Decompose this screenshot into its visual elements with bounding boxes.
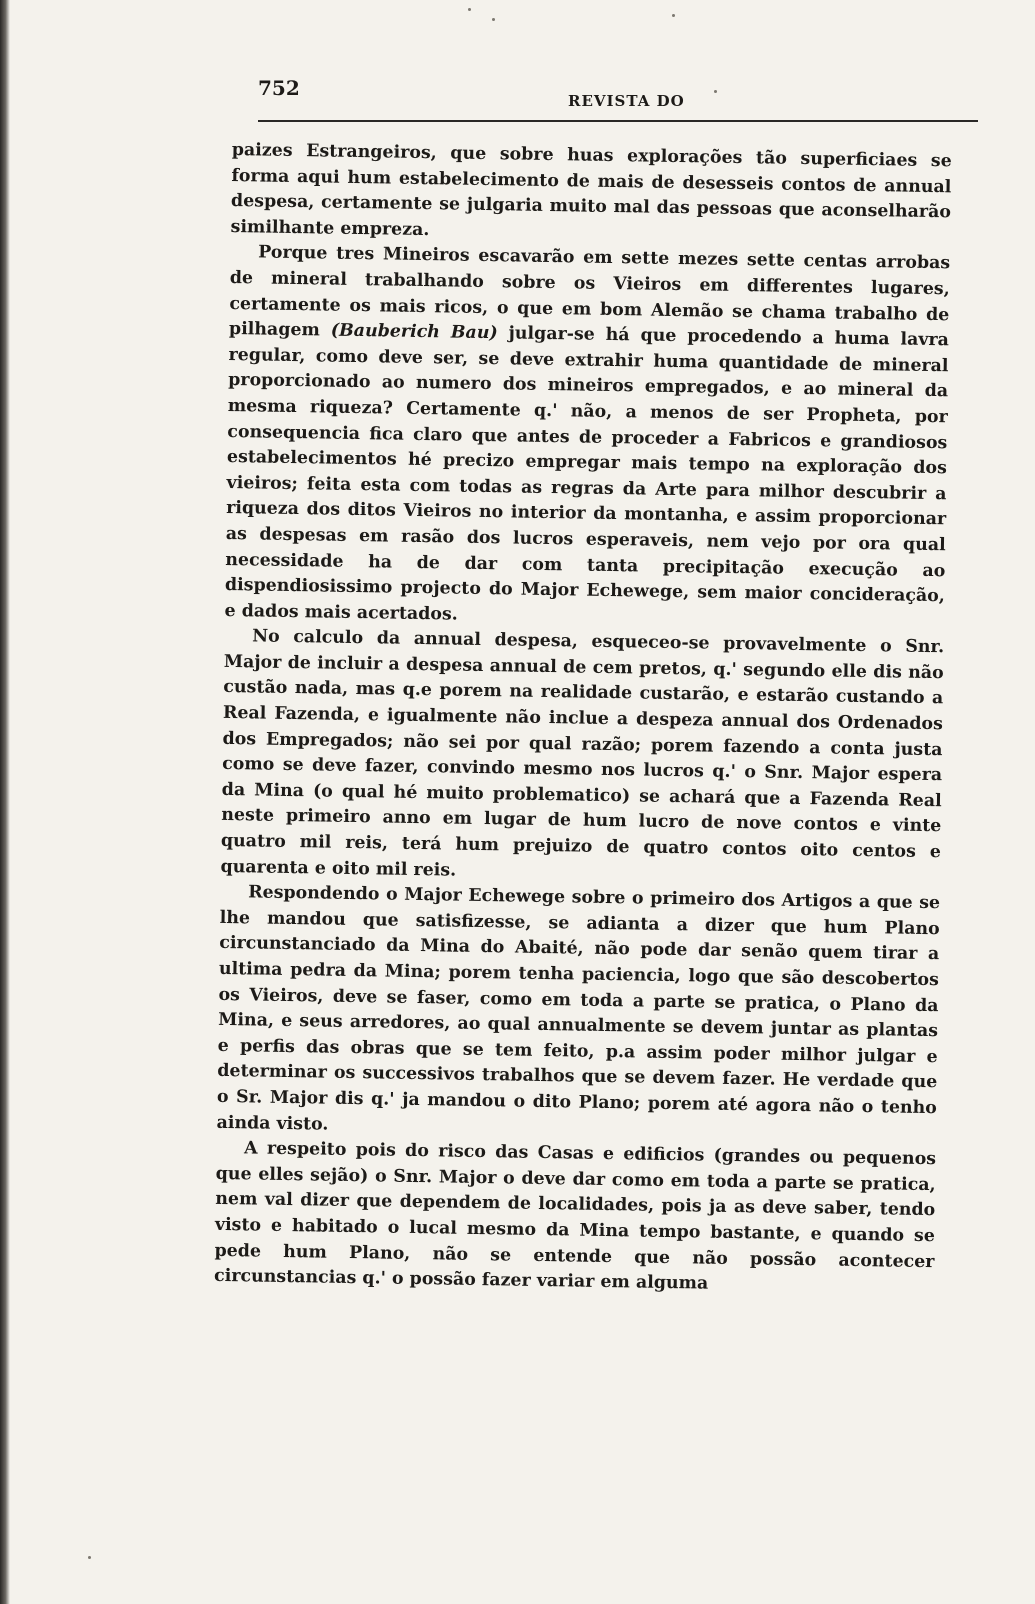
paragraph-5: A respeito pois do risco das Casas e edificios (grandes ou pequenos que elles sejão) o Snr. Major o deve dar como em toda a parte se pratica, nem val dizer que dependem de localidades, pois ja as deve saber, tendo visto e habitado o lucal mesmo da Mina tempo bastante, e quando se pede hum Plano, não se entende que não possão acontecer circunstancias q.' o possão fazer variar em alguma [213,1138,937,1294]
paragraph-2-text-end: julgar-se há que procedendo a huma lavra regular, como deve ser, se deve extrahir huma quantidade de mineral proporcionado ao numero dos mineiros empregados, e ao mineral da mesma riqueza? Certamente q.' não, a menos de ser Propheta, por consequencia fica claro que antes de proceder a Fabricos e grandiosos estabelecimentos hé precizo empregar mais tempo na exploração dos vieiros; feita esta com todas as regras da Arte para milhor descubrir a riqueza dos ditos Vieiros no interior da montanha, e assim proporcionar as despesas em rasão dos lucros esperaveis, nem vejo por ora qual necessidade ha de dar com tanta precipitação execução ao dispendiosissimo projecto do Major Echewege, sem maior concideração, e dados mais acertados. [224,323,950,625]
paragraph-2-italic-term: (Bauberich Bau) [330,320,498,344]
running-title: REVISTA DO [568,92,685,110]
print-speck [492,18,495,21]
print-speck [672,14,675,17]
paragraph-4: Respondendo o Major Echewege sobre o primeiro dos Artigos a que se lhe mandou que satisfizesse, se adianta a dizer que hum Plano circunstanciado da Mina do Abaité, não pode dar senão quem tirar a ultima pedra da Mina; porem tenha paciencia, logo que são descobertos os Vieiros, deve se faser, como em toda a parte se pratica, o Plano da Mina, e seus arredores, ao qual annualmente se devem juntar as plantas e perfis das obras que se tem feito, p.a assim poder milhor julgar e determinar os successivos trabalhos que se devem fazer. He verdade que o Sr. Major dis q.' ja mandou o dito Plano; porem até agora não o tenho ainda visto. [216,882,941,1135]
paragraph-2 [224,240,950,635]
header-rule [258,120,978,122]
page-body [214,138,952,1301]
page-header [258,72,978,132]
print-speck [88,1556,91,1559]
page-number: 752 [258,76,300,100]
paragraph-2-text-start: Porque tres Mineiros escavarão em sette mezes sette centas arrobas de mineral trabalhando sobre os Vieiros em differentes lugares, certamente os mais ricos, o que em bom Alemão se chama trabalho de pilhagem [228,242,951,341]
paragraph-1: paizes Estrangeiros, que sobre huas explorações tão superficiaes se forma aqui hum estabelecimento de mais de desesseis contos de annual despesa, certamente se julgaria muito mal das pessoas que aconselharão similhante empreza. [230,139,952,240]
page-binding-edge [0,0,10,1604]
print-speck [714,90,717,93]
print-speck [468,8,471,11]
paragraph-3: No calculo da annual despesa, esqueceo-se provavelmente o Snr. Major de incluir a despesa annual de cem pretos, q.' segundo elle dis não custão nada, mas q.e porem na realidade custarão, e estarão custando a Real Fazenda, e igualmente não inclue a despeza annual dos Ordenados dos Empregados; não sei por qual razão; porem fazendo a conta justa como se deve fazer, convindo mesmo nos lucros q.' o Snr. Major espera da Mina (o qual hé muito problematico) se achará que a Fazenda Real neste primeiro anno em lugar de hum lucro de nove contos e vinte quatro mil reis, terá hum prejuizo de quatro contos oito centos e quarenta e oito mil reis. [220,626,945,881]
